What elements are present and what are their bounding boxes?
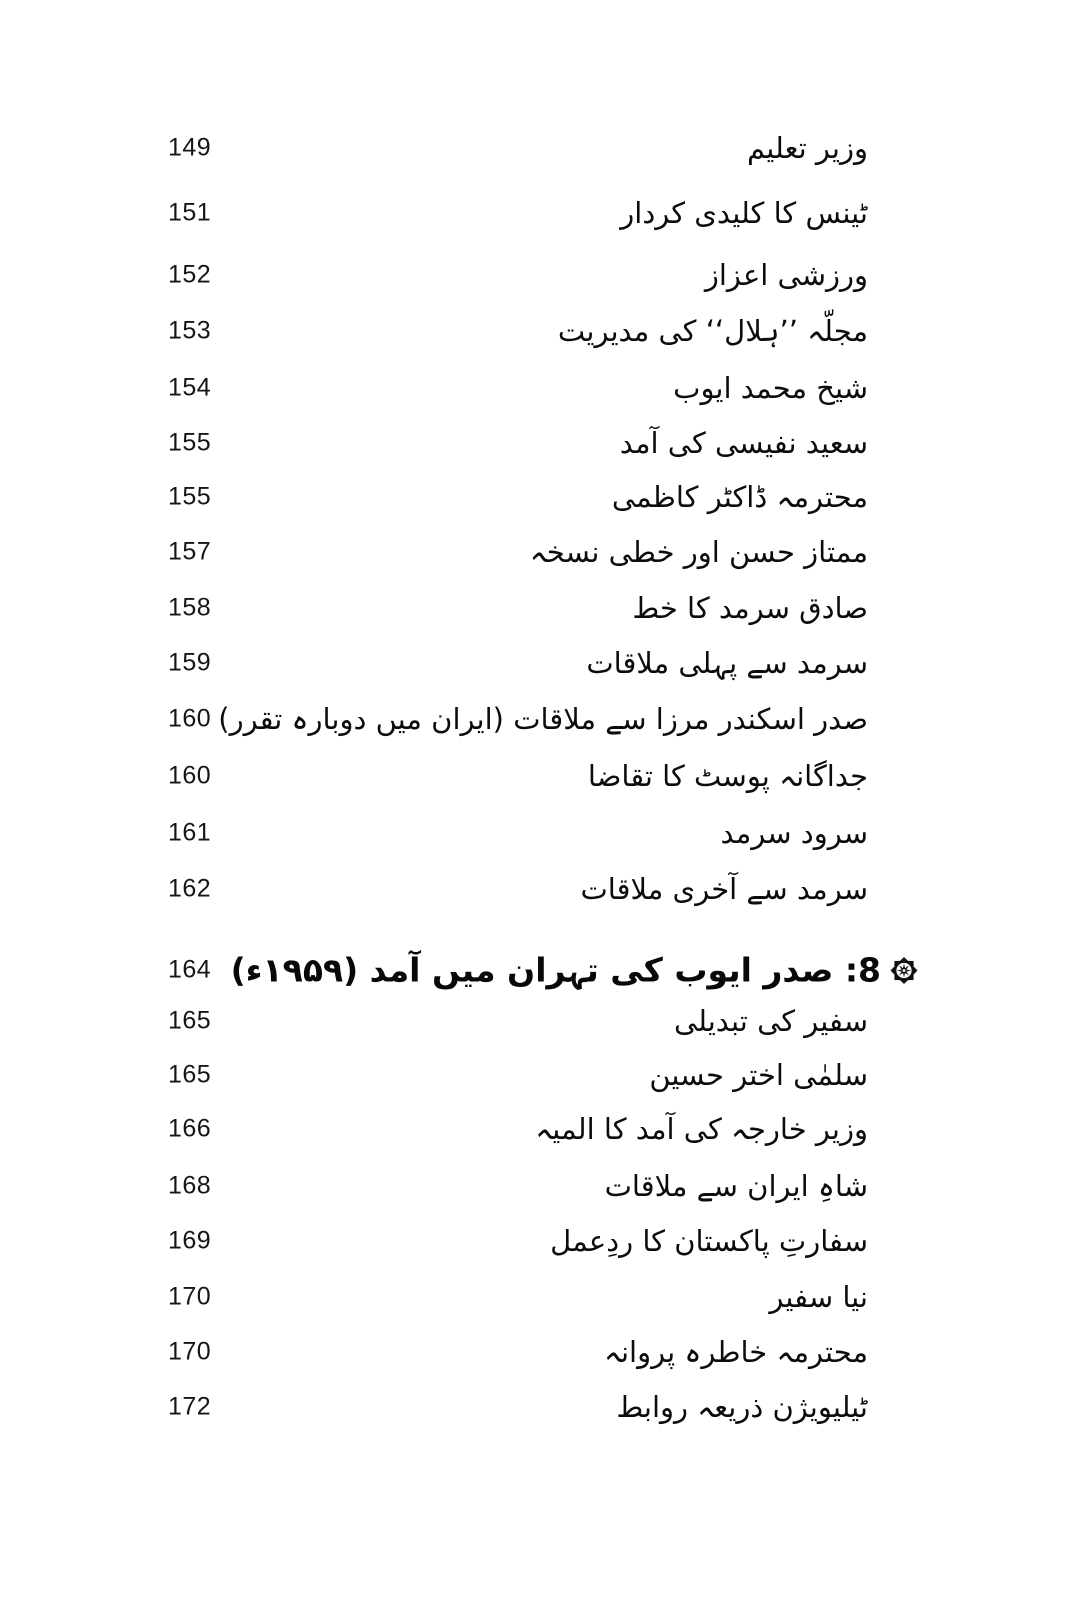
entry-title: ممتاز حسن اور خطی نسخہ [529, 535, 868, 569]
page-number: 168 [168, 1171, 212, 1200]
page-number: 170 [168, 1337, 212, 1366]
page-number: 170 [168, 1282, 212, 1311]
toc-entry [0, 1100, 1066, 1158]
entry-title: محترمہ ڈاکٹر کاظمی [611, 480, 868, 514]
page-number: 165 [168, 1006, 212, 1035]
page-number: 154 [168, 373, 212, 402]
entry-title: سفارتِ پاکستان کا ردِعمل [550, 1224, 868, 1258]
toc-entry [0, 992, 1066, 1050]
toc-entry [0, 1378, 1066, 1436]
toc-entry [0, 523, 1066, 581]
entry-title: صادق سرمد کا خط [632, 591, 868, 625]
entry-title: محترمہ خاطرہ پروانہ [603, 1335, 868, 1369]
page-number: 152 [168, 260, 212, 289]
entry-title: سعید نفیسی کی آمد [619, 426, 868, 460]
toc-entry [0, 804, 1066, 862]
toc-chapter-row [0, 941, 1066, 999]
toc-entry [0, 1046, 1066, 1104]
entry-title: سرمد سے آخری ملاقات [580, 872, 868, 906]
entry-title: سلمٰی اختر حسین [649, 1058, 868, 1092]
toc-entry [0, 747, 1066, 805]
page-number: 151 [168, 198, 212, 227]
page-number: 161 [168, 818, 212, 847]
page-number: 149 [168, 133, 212, 162]
toc-entry [0, 1323, 1066, 1381]
page-number: 153 [168, 316, 212, 345]
entry-title: شیخ محمد ایوب [673, 371, 868, 405]
entry-title: ٹینس کا کلیدی کردار [620, 196, 868, 230]
toc-entry [0, 414, 1066, 472]
toc-entry [0, 1212, 1066, 1270]
entry-title: شاہِ ایران سے ملاقات [604, 1169, 868, 1203]
entry-title: صدر اسکندر مرزا سے ملاقات (ایران میں دوبارہ تقرر) [218, 702, 868, 736]
entry-title: سرود سرمد [720, 816, 868, 850]
entry-title: وزیر خارجہ کی آمد کا المیہ [535, 1112, 868, 1146]
entry-title: سفیر کی تبدیلی [673, 1004, 868, 1038]
toc-entry [0, 690, 1066, 748]
entry-title: جداگانہ پوسٹ کا تقاضا [587, 759, 868, 793]
toc-entry [0, 119, 1066, 177]
entry-title: نیا سفیر [769, 1280, 868, 1314]
entry-title: سرمد سے پہلی ملاقات [586, 646, 868, 680]
toc-entry [0, 1268, 1066, 1326]
page-number: 160 [168, 761, 212, 790]
page-number: 172 [168, 1392, 212, 1421]
toc-entry [0, 860, 1066, 918]
page-number: 158 [168, 593, 212, 622]
page-number: 155 [168, 428, 212, 457]
toc-entry [0, 634, 1066, 692]
toc-entry [0, 1157, 1066, 1215]
page-number: 157 [168, 537, 212, 566]
toc-entry [0, 246, 1066, 304]
entry-title: وزیر تعلیم [746, 131, 868, 165]
toc-entry [0, 302, 1066, 360]
page-number: 155 [168, 482, 212, 511]
toc-entry [0, 184, 1066, 242]
page-number: 169 [168, 1226, 212, 1255]
toc-entry [0, 468, 1066, 526]
page-number: 159 [168, 648, 212, 677]
entry-title: مجلّہ ’’ہلال‘‘ کی مدیریت [557, 314, 868, 348]
entry-title: ورزشی اعزاز [704, 258, 868, 292]
toc-entry [0, 359, 1066, 417]
chapter-title: 8: صدر ایوب کی تہران میں آمد (۱۹۵۹ء) [230, 950, 881, 990]
eight-point-star-flower-icon [890, 956, 918, 984]
entry-title: ٹیلیویژن ذریعہ روابط [616, 1390, 868, 1424]
page-number: 165 [168, 1060, 212, 1089]
page-number: 160 [168, 704, 212, 733]
toc-entry [0, 579, 1066, 637]
page-number: 166 [168, 1114, 212, 1143]
page-number: 164 [168, 955, 212, 984]
page-number: 162 [168, 874, 212, 903]
chapter-heading [231, 951, 918, 990]
